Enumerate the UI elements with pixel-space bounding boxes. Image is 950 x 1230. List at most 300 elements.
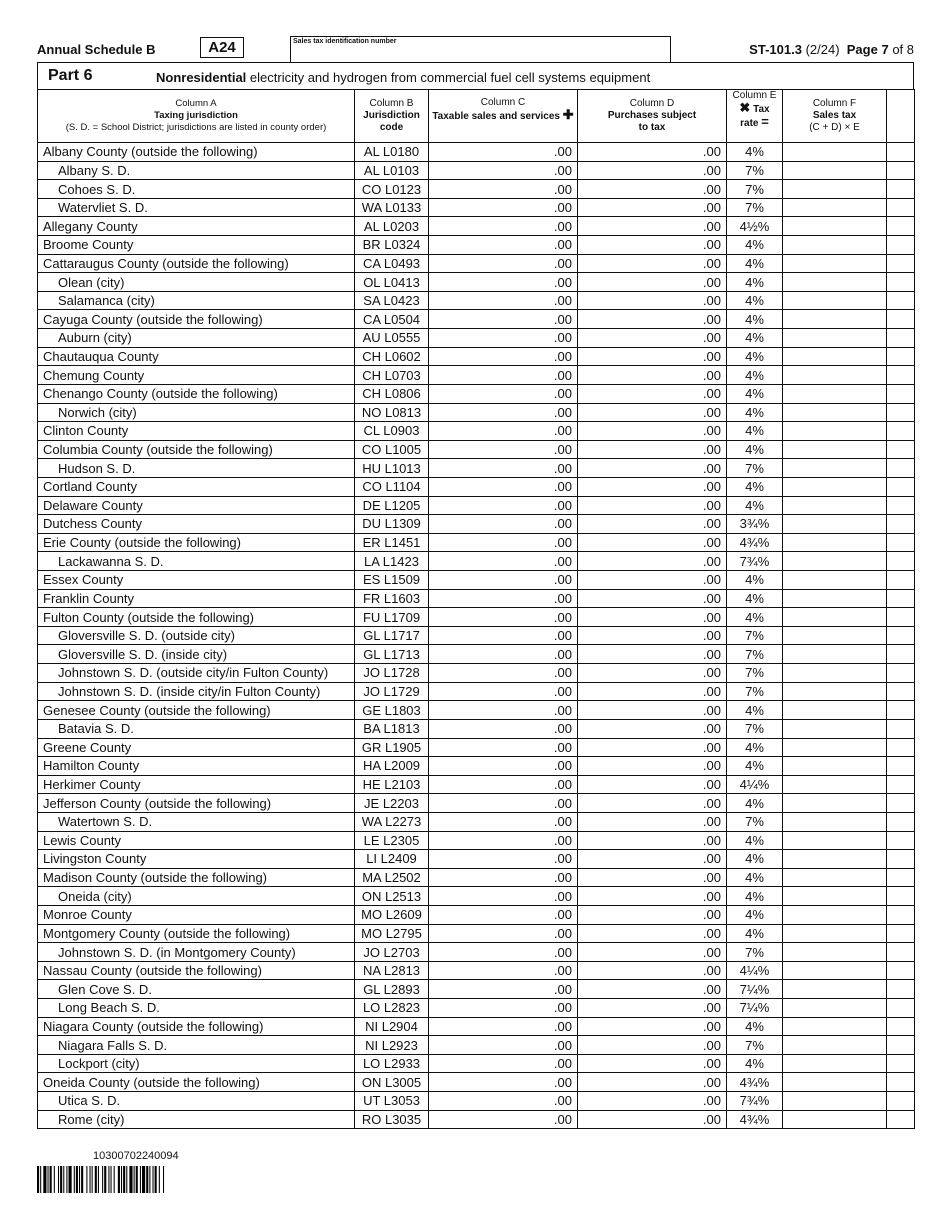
jurisdiction-name: Madison County (outside the following) (38, 868, 355, 887)
jurisdiction-name: Lackawanna S. D. (38, 552, 355, 571)
taxable-sales-field[interactable]: .00 (429, 310, 578, 329)
tax-rate: 4% (727, 831, 783, 850)
sales-tax-field[interactable] (783, 980, 887, 999)
sales-tax-cents-field[interactable] (887, 626, 915, 645)
sales-tax-field[interactable] (783, 1036, 887, 1055)
taxable-sales-field[interactable]: .00 (429, 217, 578, 236)
purchases-field[interactable]: .00 (578, 180, 727, 199)
sales-tax-field[interactable] (783, 1092, 887, 1111)
purchases-field[interactable]: .00 (578, 254, 727, 273)
table-row (38, 626, 915, 645)
sales-tax-field[interactable] (783, 236, 887, 255)
taxable-sales-field[interactable]: .00 (429, 943, 578, 962)
sales-tax-id-label: Sales tax identification number (293, 38, 397, 45)
taxable-sales-field[interactable]: .00 (429, 794, 578, 813)
sales-tax-field[interactable] (783, 217, 887, 236)
sales-tax-field[interactable] (783, 608, 887, 627)
tax-rate: 4% (727, 887, 783, 906)
taxable-sales-field[interactable]: .00 (429, 924, 578, 943)
jurisdiction-code: ES L1509 (355, 571, 429, 590)
taxable-sales-field[interactable]: .00 (429, 459, 578, 478)
purchases-field[interactable]: .00 (578, 738, 727, 757)
jurisdiction-name: Rome (city) (38, 1110, 355, 1129)
taxable-sales-field[interactable]: .00 (429, 329, 578, 348)
taxable-sales-field[interactable]: .00 (429, 738, 578, 757)
purchases-field[interactable]: .00 (578, 626, 727, 645)
sales-tax-field[interactable] (783, 831, 887, 850)
table-row (38, 496, 915, 515)
table-row (38, 701, 915, 720)
sales-tax-field[interactable] (783, 626, 887, 645)
taxable-sales-field[interactable]: .00 (429, 608, 578, 627)
sales-tax-cents-field[interactable] (887, 868, 915, 887)
sales-tax-cents-field[interactable] (887, 1017, 915, 1036)
purchases-field[interactable]: .00 (578, 980, 727, 999)
jurisdiction-code: CO L1005 (355, 440, 429, 459)
sales-tax-field[interactable] (783, 719, 887, 738)
taxable-sales-field[interactable]: .00 (429, 905, 578, 924)
tax-rate: 4½% (727, 217, 783, 236)
table-row (38, 254, 915, 273)
sales-tax-cents-field[interactable] (887, 738, 915, 757)
sales-tax-field[interactable] (783, 422, 887, 441)
schedule-code-box: A24 (200, 37, 244, 58)
sales-tax-field[interactable] (783, 143, 887, 162)
sales-tax-cents-field[interactable] (887, 589, 915, 608)
taxable-sales-field[interactable]: .00 (429, 645, 578, 664)
sales-tax-field[interactable] (783, 1017, 887, 1036)
sales-tax-field[interactable] (783, 924, 887, 943)
taxable-sales-field[interactable]: .00 (429, 589, 578, 608)
jurisdiction-code: ER L1451 (355, 533, 429, 552)
purchases-field[interactable]: .00 (578, 143, 727, 162)
sales-tax-field[interactable] (783, 496, 887, 515)
sales-tax-field[interactable] (783, 757, 887, 776)
purchases-field[interactable]: .00 (578, 217, 727, 236)
purchases-field[interactable]: .00 (578, 775, 727, 794)
purchases-field[interactable]: .00 (578, 961, 727, 980)
taxable-sales-field[interactable]: .00 (429, 422, 578, 441)
sales-tax-cents-field[interactable] (887, 180, 915, 199)
sales-tax-cents-field[interactable] (887, 515, 915, 534)
sales-tax-field[interactable] (783, 329, 887, 348)
sales-tax-cents-field[interactable] (887, 366, 915, 385)
table-row (38, 180, 915, 199)
sales-tax-cents-field[interactable] (887, 403, 915, 422)
sales-tax-field[interactable] (783, 589, 887, 608)
sales-tax-field[interactable] (783, 905, 887, 924)
taxable-sales-field[interactable]: .00 (429, 1036, 578, 1055)
sales-tax-cents-field[interactable] (887, 236, 915, 255)
jurisdiction-name: Hudson S. D. (38, 459, 355, 478)
sales-tax-field[interactable] (783, 887, 887, 906)
sales-tax-cents-field[interactable] (887, 533, 915, 552)
jurisdiction-code: CH L0602 (355, 347, 429, 366)
table-row (38, 384, 915, 403)
tax-rate: 4% (727, 589, 783, 608)
sales-tax-cents-field[interactable] (887, 571, 915, 590)
taxable-sales-field[interactable]: .00 (429, 198, 578, 217)
purchases-field[interactable]: .00 (578, 366, 727, 385)
sales-tax-cents-field[interactable] (887, 943, 915, 962)
tax-rate: 4% (727, 273, 783, 292)
form-page-info (749, 42, 914, 57)
tax-rate: 4% (727, 477, 783, 496)
jurisdiction-code: AL L0203 (355, 217, 429, 236)
sales-tax-cents-field[interactable] (887, 794, 915, 813)
taxable-sales-field[interactable]: .00 (429, 812, 578, 831)
sales-tax-field[interactable] (783, 961, 887, 980)
sales-tax-cents-field[interactable] (887, 422, 915, 441)
barcode-icon (37, 1166, 249, 1193)
taxable-sales-field[interactable]: .00 (429, 682, 578, 701)
jurisdiction-code: LO L2823 (355, 999, 429, 1018)
purchases-field[interactable]: .00 (578, 999, 727, 1018)
sales-tax-field[interactable] (783, 384, 887, 403)
jurisdiction-code: LA L1423 (355, 552, 429, 571)
sales-tax-field[interactable] (783, 254, 887, 273)
table-row (38, 161, 915, 180)
sales-tax-cents-field[interactable] (887, 291, 915, 310)
column-f-header: Column F Sales tax (C + D) × E (783, 90, 887, 143)
taxable-sales-field[interactable]: .00 (429, 868, 578, 887)
sales-tax-field[interactable] (783, 366, 887, 385)
taxable-sales-field[interactable]: .00 (429, 477, 578, 496)
purchases-field[interactable]: .00 (578, 422, 727, 441)
purchases-field[interactable]: .00 (578, 440, 727, 459)
tax-rate: 7¾% (727, 1092, 783, 1111)
purchases-field[interactable]: .00 (578, 589, 727, 608)
table-row (38, 589, 915, 608)
sales-tax-cents-field[interactable] (887, 459, 915, 478)
sales-tax-cents-field[interactable] (887, 1036, 915, 1055)
sales-tax-cents-field[interactable] (887, 645, 915, 664)
jurisdiction-name: Franklin County (38, 589, 355, 608)
taxable-sales-field[interactable]: .00 (429, 1092, 578, 1111)
sales-tax-field[interactable] (783, 459, 887, 478)
sales-tax-field[interactable] (783, 664, 887, 683)
taxable-sales-field[interactable]: .00 (429, 1054, 578, 1073)
taxable-sales-field[interactable]: .00 (429, 887, 578, 906)
purchases-field[interactable]: .00 (578, 236, 727, 255)
sales-tax-field[interactable] (783, 1054, 887, 1073)
jurisdiction-code: WA L0133 (355, 198, 429, 217)
jurisdiction-name: Norwich (city) (38, 403, 355, 422)
purchases-field[interactable]: .00 (578, 682, 727, 701)
sales-tax-cents-field[interactable] (887, 757, 915, 776)
purchases-field[interactable]: .00 (578, 645, 727, 664)
taxable-sales-field[interactable]: .00 (429, 180, 578, 199)
purchases-field[interactable]: .00 (578, 924, 727, 943)
sales-tax-field[interactable] (783, 273, 887, 292)
part-title (156, 70, 650, 85)
column-e-header: Column E ✖ Tax rate = (727, 90, 783, 143)
sales-tax-cents-field[interactable] (887, 384, 915, 403)
sales-tax-cents-field[interactable] (887, 608, 915, 627)
sales-tax-field[interactable] (783, 347, 887, 366)
sales-tax-cents-field[interactable] (887, 477, 915, 496)
purchases-field[interactable]: .00 (578, 198, 727, 217)
purchases-field[interactable]: .00 (578, 887, 727, 906)
sales-tax-cents-field[interactable] (887, 664, 915, 683)
taxable-sales-field[interactable]: .00 (429, 552, 578, 571)
sales-tax-cents-field[interactable] (887, 961, 915, 980)
purchases-field[interactable]: .00 (578, 757, 727, 776)
sales-tax-id-field[interactable] (290, 36, 671, 62)
sales-tax-cents-field[interactable] (887, 775, 915, 794)
sales-tax-field[interactable] (783, 1073, 887, 1092)
sales-tax-field[interactable] (783, 571, 887, 590)
taxable-sales-field[interactable]: .00 (429, 236, 578, 255)
sales-tax-field[interactable] (783, 403, 887, 422)
tax-rate: 4% (727, 347, 783, 366)
purchases-field[interactable]: .00 (578, 1036, 727, 1055)
purchases-field[interactable]: .00 (578, 552, 727, 571)
sales-tax-field[interactable] (783, 310, 887, 329)
tax-rate: 7% (727, 645, 783, 664)
sales-tax-cents-field[interactable] (887, 999, 915, 1018)
sales-tax-field[interactable] (783, 180, 887, 199)
sales-tax-field[interactable] (783, 999, 887, 1018)
table-row (38, 143, 915, 162)
tax-rate: 4% (727, 496, 783, 515)
purchases-field[interactable]: .00 (578, 496, 727, 515)
sales-tax-field[interactable] (783, 440, 887, 459)
purchases-field[interactable]: .00 (578, 403, 727, 422)
sales-tax-cents-field[interactable] (887, 310, 915, 329)
jurisdiction-name: Auburn (city) (38, 329, 355, 348)
purchases-field[interactable]: .00 (578, 812, 727, 831)
taxable-sales-field[interactable]: .00 (429, 831, 578, 850)
table-row (38, 980, 915, 999)
sales-tax-cents-field[interactable] (887, 552, 915, 571)
table-row (38, 719, 915, 738)
purchases-field[interactable]: .00 (578, 943, 727, 962)
sales-tax-cents-field[interactable] (887, 496, 915, 515)
jurisdiction-code: GR L1905 (355, 738, 429, 757)
sales-tax-field[interactable] (783, 552, 887, 571)
purchases-field[interactable]: .00 (578, 794, 727, 813)
sales-tax-field[interactable] (783, 477, 887, 496)
jurisdiction-code: GL L2893 (355, 980, 429, 999)
sales-tax-field[interactable] (783, 775, 887, 794)
purchases-field[interactable]: .00 (578, 850, 727, 869)
sales-tax-cents-field[interactable] (887, 924, 915, 943)
sales-tax-field[interactable] (783, 943, 887, 962)
tax-rate: 4% (727, 329, 783, 348)
taxable-sales-field[interactable]: .00 (429, 347, 578, 366)
sales-tax-cents-field[interactable] (887, 980, 915, 999)
table-row (38, 459, 915, 478)
taxable-sales-field[interactable]: .00 (429, 273, 578, 292)
purchases-field[interactable]: .00 (578, 459, 727, 478)
taxable-sales-field[interactable]: .00 (429, 757, 578, 776)
jurisdiction-code: JO L2703 (355, 943, 429, 962)
sales-tax-field[interactable] (783, 1110, 887, 1129)
sales-tax-cents-field[interactable] (887, 143, 915, 162)
jurisdiction-name: Johnstown S. D. (outside city/in Fulton County) (38, 664, 355, 683)
tax-rate: 4% (727, 1054, 783, 1073)
jurisdiction-code: UT L3053 (355, 1092, 429, 1111)
taxable-sales-field[interactable]: .00 (429, 291, 578, 310)
purchases-field[interactable]: .00 (578, 329, 727, 348)
sales-tax-cents-field[interactable] (887, 719, 915, 738)
purchases-field[interactable]: .00 (578, 1017, 727, 1036)
sales-tax-cents-field[interactable] (887, 198, 915, 217)
purchases-field[interactable]: .00 (578, 310, 727, 329)
taxable-sales-field[interactable]: .00 (429, 999, 578, 1018)
taxable-sales-field[interactable]: .00 (429, 384, 578, 403)
sales-tax-cents-field[interactable] (887, 831, 915, 850)
jurisdiction-name: Essex County (38, 571, 355, 590)
taxable-sales-field[interactable]: .00 (429, 515, 578, 534)
sales-tax-field[interactable] (783, 682, 887, 701)
taxable-sales-field[interactable]: .00 (429, 571, 578, 590)
purchases-field[interactable]: .00 (578, 515, 727, 534)
table-row (38, 310, 915, 329)
taxable-sales-field[interactable]: .00 (429, 533, 578, 552)
purchases-field[interactable]: .00 (578, 347, 727, 366)
sales-tax-field[interactable] (783, 198, 887, 217)
sales-tax-cents-field[interactable] (887, 329, 915, 348)
taxable-sales-field[interactable]: .00 (429, 1073, 578, 1092)
table-row (38, 1017, 915, 1036)
sales-tax-cents-field[interactable] (887, 440, 915, 459)
jurisdiction-name: Cayuga County (outside the following) (38, 310, 355, 329)
taxable-sales-field[interactable]: .00 (429, 366, 578, 385)
table-row (38, 440, 915, 459)
table-row (38, 757, 915, 776)
part-title-rest: electricity and hydrogen from commercial fuel cell systems equipment (246, 70, 651, 85)
sales-tax-cents-field[interactable] (887, 217, 915, 236)
sales-tax-cents-field[interactable] (887, 905, 915, 924)
sales-tax-field[interactable] (783, 533, 887, 552)
taxable-sales-field[interactable]: .00 (429, 1017, 578, 1036)
sales-tax-cents-field[interactable] (887, 347, 915, 366)
jurisdiction-code: JE L2203 (355, 794, 429, 813)
sales-tax-cents-field[interactable] (887, 1073, 915, 1092)
sales-tax-field[interactable] (783, 738, 887, 757)
jurisdiction-code: HA L2009 (355, 757, 429, 776)
sales-tax-cents-field[interactable] (887, 1110, 915, 1129)
purchases-field[interactable]: .00 (578, 1054, 727, 1073)
taxable-sales-field[interactable]: .00 (429, 403, 578, 422)
table-row (38, 533, 915, 552)
jurisdiction-code: HE L2103 (355, 775, 429, 794)
sales-tax-cents-field[interactable] (887, 1054, 915, 1073)
tax-rate: 4% (727, 608, 783, 627)
jurisdiction-code: BA L1813 (355, 719, 429, 738)
tax-rate: 7% (727, 198, 783, 217)
tax-rate: 7% (727, 626, 783, 645)
purchases-field[interactable]: .00 (578, 905, 727, 924)
jurisdiction-code: LI L2409 (355, 850, 429, 869)
taxable-sales-field[interactable]: .00 (429, 664, 578, 683)
jurisdiction-code: AL L0180 (355, 143, 429, 162)
sales-tax-field[interactable] (783, 291, 887, 310)
table-row (38, 273, 915, 292)
taxable-sales-field[interactable]: .00 (429, 496, 578, 515)
purchases-field[interactable]: .00 (578, 273, 727, 292)
jurisdiction-code: SA L0423 (355, 291, 429, 310)
table-row (38, 291, 915, 310)
purchases-field[interactable]: .00 (578, 608, 727, 627)
purchases-field[interactable]: .00 (578, 868, 727, 887)
purchases-field[interactable]: .00 (578, 477, 727, 496)
sales-tax-cents-field[interactable] (887, 812, 915, 831)
taxable-sales-field[interactable]: .00 (429, 161, 578, 180)
taxable-sales-field[interactable]: .00 (429, 1110, 578, 1129)
purchases-field[interactable]: .00 (578, 571, 727, 590)
purchases-field[interactable]: .00 (578, 161, 727, 180)
sales-tax-cents-field[interactable] (887, 254, 915, 273)
sales-tax-field[interactable] (783, 850, 887, 869)
taxable-sales-field[interactable]: .00 (429, 626, 578, 645)
tax-rate: 4% (727, 143, 783, 162)
taxable-sales-field[interactable]: .00 (429, 254, 578, 273)
sales-tax-cents-field[interactable] (887, 273, 915, 292)
jurisdiction-name: Cortland County (38, 477, 355, 496)
jurisdiction-name: Long Beach S. D. (38, 999, 355, 1018)
sales-tax-field[interactable] (783, 515, 887, 534)
taxable-sales-field[interactable]: .00 (429, 980, 578, 999)
sales-tax-cents-field[interactable] (887, 850, 915, 869)
taxable-sales-field[interactable]: .00 (429, 961, 578, 980)
purchases-field[interactable]: .00 (578, 1073, 727, 1092)
purchases-field[interactable]: .00 (578, 291, 727, 310)
jurisdiction-name: Chautauqua County (38, 347, 355, 366)
tax-rate: 4¼% (727, 775, 783, 794)
table-row (38, 1110, 915, 1129)
sales-tax-field[interactable] (783, 701, 887, 720)
sales-tax-cents-field[interactable] (887, 701, 915, 720)
sales-tax-field[interactable] (783, 161, 887, 180)
tax-rate: 3¾% (727, 515, 783, 534)
tax-rate: 4% (727, 701, 783, 720)
taxable-sales-field[interactable]: .00 (429, 775, 578, 794)
table-row (38, 682, 915, 701)
sales-tax-field[interactable] (783, 645, 887, 664)
purchases-field[interactable]: .00 (578, 719, 727, 738)
schedule-title: Annual Schedule B (37, 42, 156, 57)
sales-tax-field[interactable] (783, 868, 887, 887)
sales-tax-field[interactable] (783, 812, 887, 831)
jurisdiction-code: NA L2813 (355, 961, 429, 980)
purchases-field[interactable]: .00 (578, 1092, 727, 1111)
taxable-sales-field[interactable]: .00 (429, 143, 578, 162)
purchases-field[interactable]: .00 (578, 1110, 727, 1129)
jurisdiction-code: DE L1205 (355, 496, 429, 515)
jurisdiction-code: RO L3035 (355, 1110, 429, 1129)
sales-tax-cents-field[interactable] (887, 887, 915, 906)
purchases-field[interactable]: .00 (578, 384, 727, 403)
taxable-sales-field[interactable]: .00 (429, 850, 578, 869)
purchases-field[interactable]: .00 (578, 533, 727, 552)
sales-tax-cents-field[interactable] (887, 1092, 915, 1111)
taxable-sales-field[interactable]: .00 (429, 440, 578, 459)
taxable-sales-field[interactable]: .00 (429, 719, 578, 738)
tax-rate: 7% (727, 664, 783, 683)
taxable-sales-field[interactable]: .00 (429, 701, 578, 720)
page-number: Page 7 (846, 42, 889, 57)
sales-tax-cents-field[interactable] (887, 161, 915, 180)
purchases-field[interactable]: .00 (578, 701, 727, 720)
sales-tax-cents-field[interactable] (887, 682, 915, 701)
purchases-field[interactable]: .00 (578, 664, 727, 683)
tax-rate: 7% (727, 1036, 783, 1055)
purchases-field[interactable]: .00 (578, 831, 727, 850)
sales-tax-field[interactable] (783, 794, 887, 813)
